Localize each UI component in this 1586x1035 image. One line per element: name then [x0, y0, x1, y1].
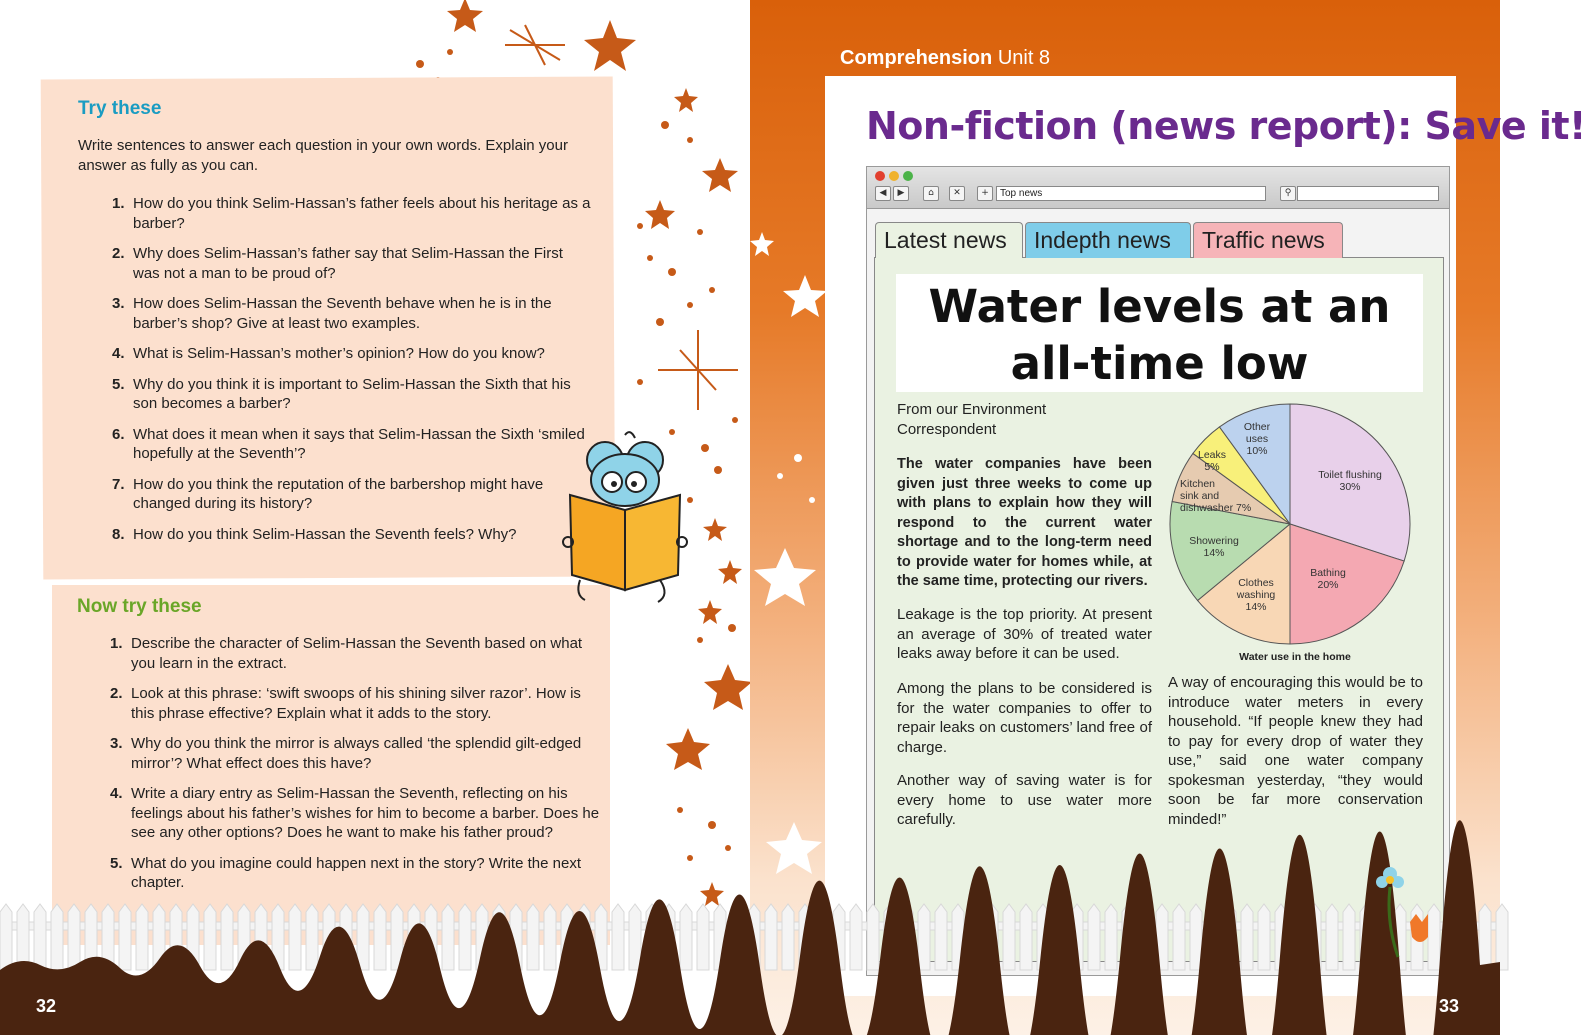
minimize-window-icon[interactable]: [889, 171, 899, 181]
star-icon: [783, 275, 827, 317]
star-icon: [750, 232, 774, 256]
close-window-icon[interactable]: [875, 171, 885, 181]
question-number: 8.: [112, 525, 125, 543]
now-try-these-question-list: [110, 634, 600, 904]
question-text: How does Selim-Hassan the Seventh behave when he is in the barber’s shop? Give at least two examples.: [133, 295, 552, 332]
try-these-heading: Try these: [78, 98, 162, 119]
question-item: [112, 194, 592, 233]
question-number: 5.: [110, 854, 123, 872]
question-text: Why do you think it is important to Selim-Hassan the Sixth that his son becomes a barber?: [133, 375, 571, 412]
question-number: 3.: [110, 735, 123, 752]
question-item: [112, 244, 592, 283]
question-text: Write a diary entry as Selim-Hassan the Seventh, reflecting on his feelings about his father’s wishes for him to become a barber. Does he see any other options? Does he want to make his father proud?: [131, 785, 600, 841]
question-number: 5.: [112, 375, 125, 393]
question-number: 7.: [112, 475, 125, 493]
article-paragraph: Among the plans to be considered is for the water companies to offer to repair leaks on customers’ land free of charge.: [897, 680, 1152, 756]
question-item: [112, 425, 592, 464]
question-number: 4.: [110, 785, 123, 802]
question-number: 2.: [110, 685, 123, 702]
question-item: [110, 684, 600, 723]
lead-paragraph: The water companies have been given just three weeks to come up with plans to explain how they will respond to the current water shortage and to the long-term need to provide water for homes while, at the same time, protecting our rivers.: [897, 456, 1152, 589]
question-text: Why do you think the mirror is always called ‘the splendid gilt-edged mirror’? What effect does this have?: [131, 735, 582, 772]
question-item: [112, 344, 592, 364]
question-text: What is Selim-Hassan’s mother’s opinion? How do you know?: [133, 345, 545, 362]
pie-slice-label: Kitchen sink and dishwasher 7%: [1180, 478, 1252, 514]
star-icon: [698, 600, 722, 624]
tab-latest-news[interactable]: Latest news: [875, 222, 1023, 258]
pie-slice-label: Leaks 5%: [1197, 449, 1227, 473]
star-icon: [447, 0, 483, 32]
question-item: [110, 784, 600, 843]
unit-label: Unit 8: [997, 47, 1051, 69]
question-text: Describe the character of Selim-Hassan the Seventh based on what you learn in the extract.: [131, 635, 583, 672]
page-number-left: 32: [36, 996, 57, 1016]
question-number: 6.: [112, 425, 125, 443]
question-text: Why does Selim-Hassan’s father say that Selim-Hassan the First was not a man to be proud of?: [133, 245, 563, 282]
byline: [897, 400, 1097, 439]
tab-indepth-news[interactable]: Indepth news: [1025, 222, 1191, 258]
water-use-pie-chart: [1165, 400, 1425, 668]
search-icon[interactable]: ⚲: [1280, 186, 1296, 201]
soil-ground: [0, 950, 1500, 1035]
back-icon[interactable]: ◀: [875, 186, 891, 201]
new-tab-icon[interactable]: +: [977, 186, 993, 201]
pie-slice-label: Bathing 20%: [1310, 567, 1346, 591]
page-number-right: 33: [1439, 996, 1460, 1016]
page-title: Non-fiction (news report): Save it!: [866, 104, 1586, 148]
star-icon: [703, 518, 727, 541]
question-item: [110, 634, 600, 673]
question-item: [110, 854, 600, 893]
star-icon: [674, 88, 698, 112]
question-text: What does it mean when it says that Selim-Hassan the Sixth ‘smiled hopefully at the Seventh’?: [133, 425, 585, 462]
star-icon: [754, 548, 816, 606]
question-text: How do you think the reputation of the barbershop might have changed during its history?: [133, 475, 544, 512]
browser-toolbar: [867, 167, 1449, 209]
unit-header: [840, 47, 1050, 70]
forward-icon[interactable]: ▶: [893, 186, 909, 201]
article-paragraph: Leakage is the top priority. At present an average of 30% of treated water leaks away before it can be used.: [897, 606, 1152, 662]
search-input[interactable]: [1297, 186, 1439, 201]
question-text: How do you think Selim-Hassan’s father feels about his heritage as a barber?: [133, 195, 591, 232]
pie-slice-label: Clothes washing 14%: [1236, 577, 1276, 613]
question-item: [112, 375, 592, 414]
star-icon: [766, 822, 822, 874]
address-bar[interactable]: Top news: [996, 186, 1266, 201]
headline-line: all-time low: [1010, 337, 1309, 390]
try-these-question-list: [112, 194, 592, 555]
flower-illustration: [1368, 862, 1438, 962]
question-number: 1.: [112, 195, 125, 212]
stop-icon[interactable]: ✕: [949, 186, 965, 201]
headline-line: Water levels at an: [928, 280, 1391, 333]
question-number: 4.: [112, 345, 125, 362]
try-these-intro: Write sentences to answer each question in your own words. Explain your answer as fully as you can.: [78, 137, 568, 174]
star-icon: [584, 20, 636, 71]
question-number: 3.: [112, 295, 125, 312]
article-paragraph: A way of encouraging this would be to introduce water meters in every household. “If people knew they had to pay for every drop of water they use,” said one water company spokesman yesterday, “they would soon be far more conservation minded!”: [1168, 674, 1423, 828]
question-text: Look at this phrase: ‘swift swoops of his shining silver razor’. How is this phrase effective? Explain what it adds to the story.: [131, 685, 581, 722]
byline-line: Correspondent: [897, 420, 997, 438]
question-item: [112, 525, 592, 545]
byline-line: From our Environment: [897, 401, 1047, 418]
tab-traffic-news[interactable]: Traffic news: [1193, 222, 1343, 258]
question-item: [110, 734, 600, 773]
pie-slice-label: Toilet flushing 30%: [1318, 469, 1382, 493]
star-icon: [718, 560, 742, 584]
star-icon: [645, 200, 675, 229]
article-paragraph: Another way of saving water is for every home to use water more carefully.: [897, 772, 1152, 828]
question-item: [112, 294, 592, 333]
question-item: [112, 475, 592, 514]
unit-label-bold: Comprehension: [840, 47, 993, 69]
star-icon: [704, 664, 752, 710]
chart-title: Water use in the home: [1239, 651, 1351, 663]
headline: [896, 278, 1423, 392]
star-icon: [666, 728, 710, 770]
maximize-window-icon[interactable]: [903, 171, 913, 181]
reading-mascot-illustration: [560, 430, 690, 610]
home-icon[interactable]: ⌂: [923, 186, 939, 201]
star-icon: [702, 158, 738, 192]
now-try-these-heading: Now try these: [77, 596, 202, 617]
pie-slice-label: Showering 14%: [1189, 535, 1239, 559]
pie-slice-label: Other uses 10%: [1243, 421, 1271, 457]
question-number: 1.: [110, 635, 123, 652]
question-text: How do you think Selim-Hassan the Seventh feels? Why?: [133, 525, 517, 543]
question-number: 2.: [112, 245, 125, 262]
question-text: What do you imagine could happen next in the story? Write the next chapter.: [131, 854, 581, 891]
